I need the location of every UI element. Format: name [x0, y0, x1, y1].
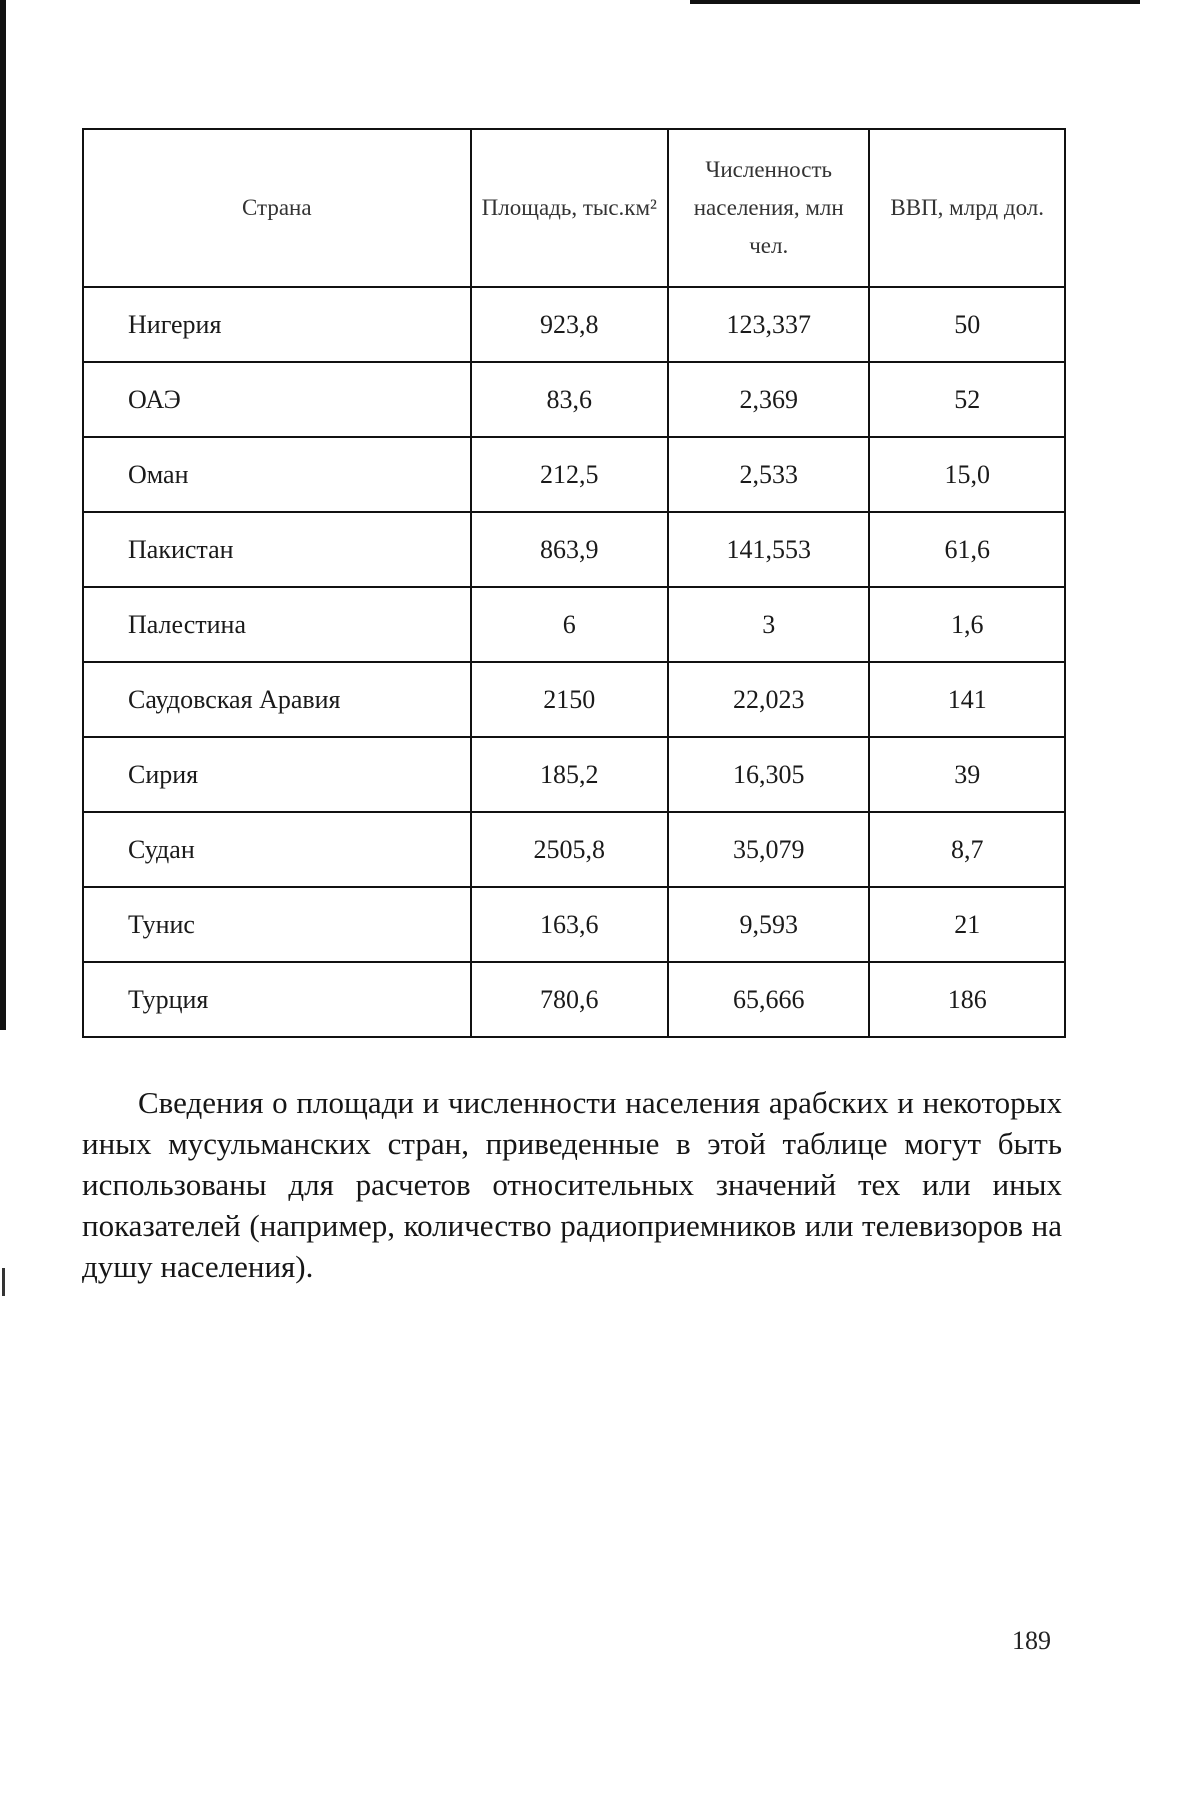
cell-country: Нигерия — [83, 287, 471, 362]
cell-area: 923,8 — [471, 287, 668, 362]
table-header-row — [83, 129, 1065, 287]
cell-gdp: 50 — [869, 287, 1065, 362]
table-row — [83, 512, 1065, 587]
table-row — [83, 962, 1065, 1037]
table-row — [83, 737, 1065, 812]
countries-table — [82, 128, 1066, 1038]
cell-population: 2,533 — [668, 437, 869, 512]
cell-country: Оман — [83, 437, 471, 512]
cell-area: 185,2 — [471, 737, 668, 812]
scan-edge-top — [690, 0, 1140, 4]
cell-area: 212,5 — [471, 437, 668, 512]
cell-population: 9,593 — [668, 887, 869, 962]
cell-area: 6 — [471, 587, 668, 662]
cell-gdp: 15,0 — [869, 437, 1065, 512]
cell-country: ОАЭ — [83, 362, 471, 437]
cell-area: 863,9 — [471, 512, 668, 587]
cell-gdp: 141 — [869, 662, 1065, 737]
cell-gdp: 21 — [869, 887, 1065, 962]
header-gdp: ВВП, млрд дол. — [869, 129, 1065, 287]
cell-area: 2150 — [471, 662, 668, 737]
body-paragraph: Сведения о площади и численности населения арабских и некоторых иных мусульманских стран, приведенные в этой таблице могут быть использованы для расчетов относительных значений тех или иных показателей (например, количество радиоприемников или телевизоров на душу населения). — [82, 1085, 1062, 1284]
cell-population: 141,553 — [668, 512, 869, 587]
cell-area: 83,6 — [471, 362, 668, 437]
header-population: Численность населения, млн чел. — [668, 129, 869, 287]
cell-country: Сирия — [83, 737, 471, 812]
cell-population: 2,369 — [668, 362, 869, 437]
cell-country: Пакистан — [83, 512, 471, 587]
cell-area: 780,6 — [471, 962, 668, 1037]
scan-edge-mark — [2, 1268, 5, 1296]
table-row — [83, 662, 1065, 737]
cell-gdp: 186 — [869, 962, 1065, 1037]
cell-population: 65,666 — [668, 962, 869, 1037]
cell-population: 35,079 — [668, 812, 869, 887]
cell-area: 163,6 — [471, 887, 668, 962]
header-country: Страна — [83, 129, 471, 287]
table-row — [83, 887, 1065, 962]
cell-gdp: 1,6 — [869, 587, 1065, 662]
cell-country: Судан — [83, 812, 471, 887]
page-number: 189 — [1012, 1626, 1051, 1655]
cell-population: 3 — [668, 587, 869, 662]
cell-gdp: 61,6 — [869, 512, 1065, 587]
table-row — [83, 587, 1065, 662]
cell-gdp: 39 — [869, 737, 1065, 812]
table-row — [83, 437, 1065, 512]
cell-gdp: 8,7 — [869, 812, 1065, 887]
table-row — [83, 812, 1065, 887]
cell-country: Тунис — [83, 887, 471, 962]
header-area: Площадь, тыс.км² — [471, 129, 668, 287]
cell-country: Саудовская Аравия — [83, 662, 471, 737]
cell-country: Палестина — [83, 587, 471, 662]
table-row — [83, 287, 1065, 362]
cell-population: 123,337 — [668, 287, 869, 362]
cell-population: 16,305 — [668, 737, 869, 812]
cell-country: Турция — [83, 962, 471, 1037]
cell-population: 22,023 — [668, 662, 869, 737]
scan-edge-left — [0, 0, 6, 1030]
cell-area: 2505,8 — [471, 812, 668, 887]
table-row — [83, 362, 1065, 437]
cell-gdp: 52 — [869, 362, 1065, 437]
